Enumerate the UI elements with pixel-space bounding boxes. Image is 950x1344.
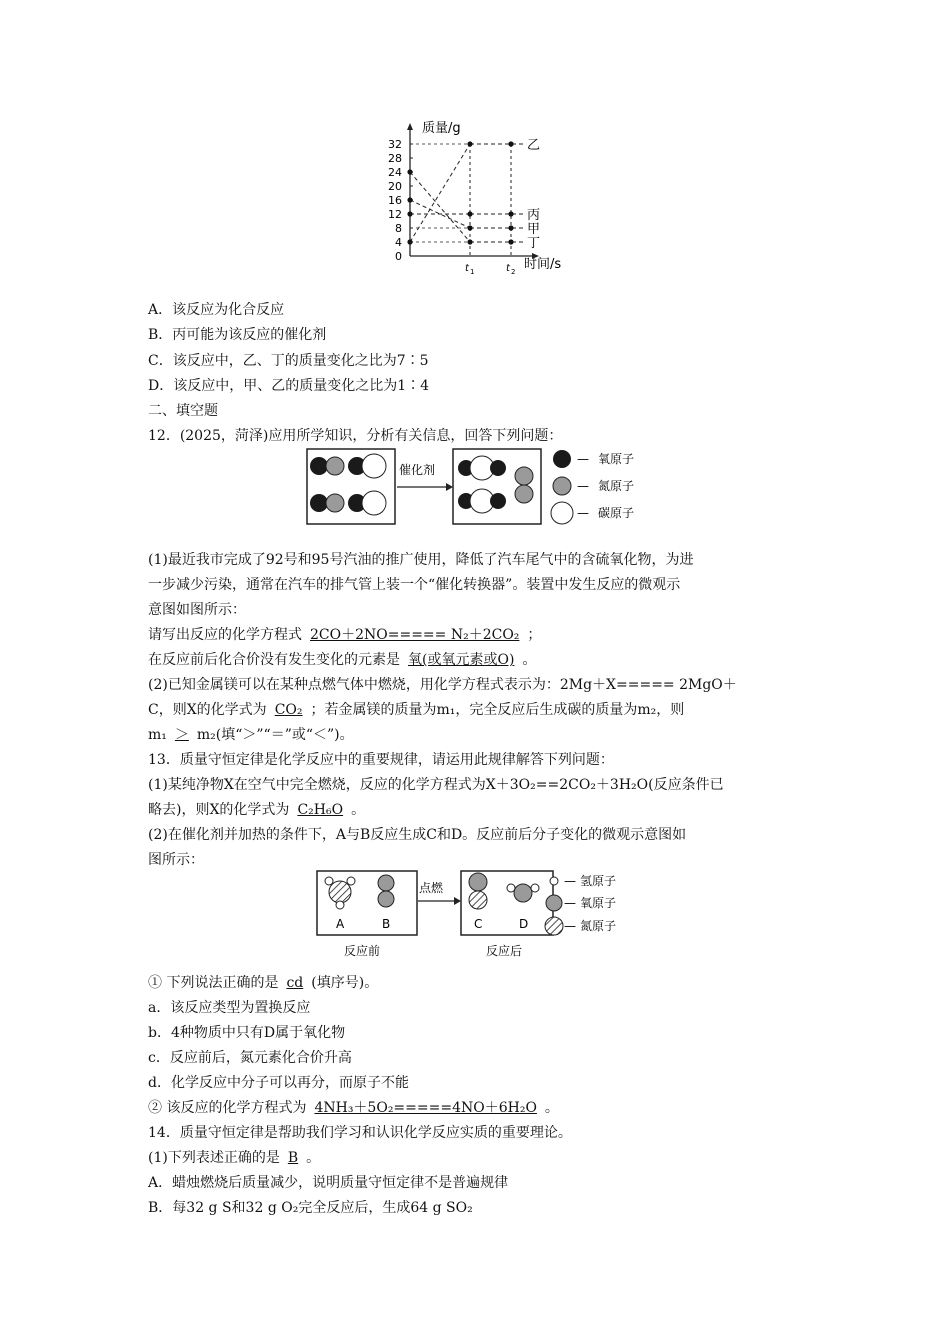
answer-blank: B bbox=[287, 1150, 299, 1166]
t2-label: t bbox=[506, 263, 510, 274]
answer-blank: 4NH₃＋5O₂=====4NO＋6H₂O bbox=[314, 1100, 537, 1116]
y-tick-label: 0 bbox=[395, 250, 402, 263]
legend-hydrogen-icon bbox=[550, 877, 558, 885]
y-tick-label: 28 bbox=[388, 152, 402, 165]
y-tick-label: 4 bbox=[395, 236, 402, 249]
q14-s1: (1)下列表述正确的是 B 。 bbox=[148, 1150, 321, 1166]
q13-opt-b: b．4种物质中只有D属于氧化物 bbox=[148, 1025, 346, 1041]
q12-p1d: 请写出反应的化学方程式 2CO＋2NO===== N₂＋2CO₂ ； bbox=[148, 627, 542, 643]
data-point bbox=[508, 141, 513, 146]
option-b: B．丙可能为该反应的催化剂 bbox=[148, 327, 327, 343]
series-label: 丁 bbox=[527, 236, 541, 251]
legend-nitrogen-label: 氮原子 bbox=[580, 919, 617, 933]
mass-time-chart bbox=[360, 118, 600, 283]
svg-text:—: — bbox=[564, 874, 576, 888]
answer-blank: 2CO＋2NO===== N₂＋2CO₂ bbox=[310, 627, 520, 643]
data-point bbox=[508, 239, 513, 244]
y-tick-label: 24 bbox=[388, 166, 402, 179]
q13-s2: ② 该反应的化学方程式为 4NH₃＋5O₂=====4NO＋6H₂O 。 bbox=[148, 1100, 559, 1116]
legend-hydrogen-label: 氢原子 bbox=[580, 874, 617, 888]
q12-title: 12．(2025，菏泽)应用所学知识，分析有关信息，回答下列问题： bbox=[148, 428, 563, 444]
series-label: 丙 bbox=[527, 208, 541, 223]
y-tick-label: 32 bbox=[388, 138, 402, 151]
answer-blank: ＞ bbox=[174, 727, 189, 743]
data-point bbox=[407, 169, 412, 174]
q13-s1: ① 下列说法正确的是 cd (填序号)。 bbox=[148, 975, 379, 991]
co2-molecule bbox=[458, 489, 506, 513]
q13-p2b: 图所示： bbox=[148, 852, 204, 868]
data-point bbox=[508, 211, 513, 216]
q13-p1b: 略去)，则X的化学式为 C₂H₆O 。 bbox=[148, 802, 366, 818]
q13-p2a: (2)在催化剂并加热的条件下，A与B反应生成C和D。反应前后分子变化的微观示意图如 bbox=[148, 827, 687, 843]
co2-molecule bbox=[458, 456, 506, 480]
q13-p1a: (1)某纯净物X在空气中完全燃烧，反应的化学方程式为X＋3O₂==2CO₂＋3H₂O(反应条件已 bbox=[148, 777, 724, 793]
data-point bbox=[467, 239, 472, 244]
data-point bbox=[407, 197, 412, 202]
n2-molecule bbox=[515, 467, 533, 503]
q14-opt-b: B．每32 g S和32 g O₂完全反应后，生成64 g SO₂ bbox=[148, 1200, 473, 1216]
legend-nitrogen-label: 氮原子 bbox=[598, 479, 635, 493]
q12-p1b: 一步减少污染，通常在汽车的排气管上装一个“催化转换器”。装置中发生反应的微观示 bbox=[148, 577, 681, 593]
answer-blank: C₂H₆O bbox=[297, 802, 344, 818]
legend-oxygen-icon bbox=[553, 450, 571, 468]
molecule-a bbox=[325, 877, 355, 909]
q12-p2b: C，则X的化学式为 CO₂ ；若金属镁的质量为m₁，完全反应后生成碳的质量为m₂，则 bbox=[148, 702, 685, 718]
q12-p2c: m₁ ＞ m₂(填“＞”“＝”或“＜”)。 bbox=[148, 727, 354, 743]
option-a: A．该反应为化合反应 bbox=[148, 302, 285, 318]
series-label: 乙 bbox=[527, 138, 541, 153]
series-line-乙 bbox=[410, 144, 470, 242]
molecule-d bbox=[507, 884, 539, 902]
label-d: D bbox=[519, 917, 529, 931]
data-point bbox=[467, 141, 472, 146]
q13-title: 13．质量守恒定律是化学反应中的重要规律，请运用此规律解答下列问题： bbox=[148, 752, 614, 768]
y-tick-label: 8 bbox=[395, 222, 402, 235]
answer-blank: CO₂ bbox=[274, 702, 303, 718]
ignite-label: 点燃 bbox=[419, 881, 444, 895]
legend-oxygen-icon bbox=[546, 895, 562, 911]
svg-text:—: — bbox=[564, 919, 576, 933]
co-molecule bbox=[348, 491, 386, 515]
q14-opt-a: A．蜡烛燃烧后质量减少，说明质量守恒定律不是普遍规律 bbox=[148, 1175, 509, 1191]
data-point bbox=[407, 211, 412, 216]
no-molecule bbox=[310, 457, 344, 475]
q13-micro-diagram bbox=[312, 868, 642, 963]
answer-blank: 氧(或氧元素或O) bbox=[408, 652, 515, 668]
molecule-b bbox=[378, 875, 394, 907]
legend-carbon-label: 碳原子 bbox=[598, 506, 635, 520]
legend-oxygen-label: 氧原子 bbox=[580, 896, 617, 910]
data-point bbox=[467, 225, 472, 230]
legend-oxygen: — bbox=[577, 452, 589, 466]
series-line-丁 bbox=[410, 172, 470, 242]
svg-text:—: — bbox=[564, 896, 576, 910]
legend-oxygen-label: 氧原子 bbox=[598, 452, 635, 466]
caption-after: 反应后 bbox=[486, 944, 523, 958]
q12-p1c: 意图如图所示： bbox=[148, 602, 246, 618]
q12-p2a: (2)已知金属镁可以在某种点燃气体中燃烧，用化学方程式表示为：2Mg＋X===== 2MgO＋ bbox=[148, 677, 737, 693]
q12-p1a: (1)最近我市完成了92号和95号汽油的推广使用，降低了汽车尾气中的含硫氧化物，为进 bbox=[148, 552, 694, 568]
legend-nitrogen-icon bbox=[553, 477, 571, 495]
t1-label: t bbox=[465, 263, 469, 274]
label-a: A bbox=[336, 917, 345, 931]
catalyst-label: 催化剂 bbox=[399, 463, 436, 477]
q12-p1e: 在反应前后化合价没有发生变化的元素是 氧(或氧元素或O) 。 bbox=[148, 652, 537, 668]
t1-sub: 1 bbox=[470, 268, 475, 276]
x-axis-label: 时间/s bbox=[524, 257, 562, 272]
data-point bbox=[467, 211, 472, 216]
label-b: B bbox=[382, 917, 391, 931]
q13-opt-a: a．该反应类型为置换反应 bbox=[148, 1000, 311, 1016]
answer-blank: cd bbox=[286, 975, 304, 991]
q12-micro-diagram bbox=[300, 446, 660, 528]
molecule-c bbox=[469, 873, 487, 909]
section-heading: 二、填空题 bbox=[148, 403, 218, 419]
label-c: C bbox=[474, 917, 483, 931]
svg-text:—: — bbox=[577, 506, 589, 520]
y-tick-label: 20 bbox=[388, 180, 402, 193]
legend-carbon-icon bbox=[551, 502, 573, 524]
t2-sub: 2 bbox=[511, 268, 516, 276]
y-axis-arrow bbox=[407, 123, 413, 130]
data-point bbox=[508, 225, 513, 230]
series-label: 甲 bbox=[527, 222, 541, 237]
q13-opt-d: d．化学反应中分子可以再分，而原子不能 bbox=[148, 1075, 409, 1091]
svg-text:—: — bbox=[577, 479, 589, 493]
y-tick-label: 16 bbox=[388, 194, 402, 207]
y-axis-label: 质量/g bbox=[422, 121, 461, 136]
no-molecule bbox=[310, 494, 344, 512]
caption-before: 反应前 bbox=[344, 944, 381, 958]
co-molecule bbox=[348, 454, 386, 478]
y-tick-label: 12 bbox=[388, 208, 402, 221]
option-d: D．该反应中，甲、乙的质量变化之比为1∶4 bbox=[148, 378, 430, 394]
option-c: C．该反应中，乙、丁的质量变化之比为7∶5 bbox=[148, 353, 429, 369]
q14-title: 14．质量守恒定律是帮助我们学习和认识化学反应实质的重要理论。 bbox=[148, 1125, 572, 1141]
legend-nitrogen-icon bbox=[545, 917, 563, 935]
q13-opt-c: c．反应前后，氮元素化合价升高 bbox=[148, 1050, 352, 1066]
